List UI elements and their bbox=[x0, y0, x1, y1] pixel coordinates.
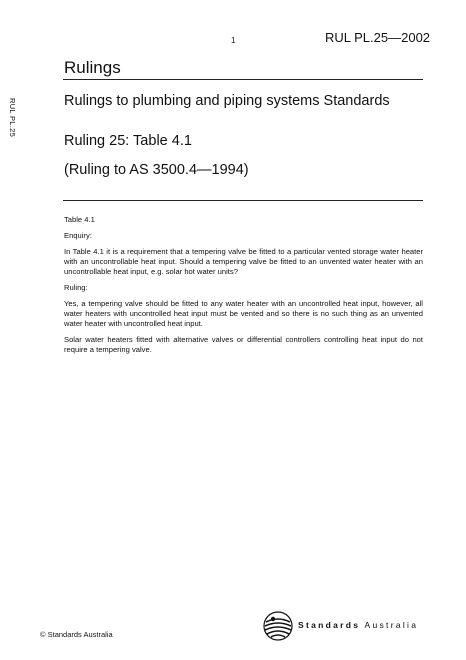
bottom-divider bbox=[63, 200, 423, 201]
document-subtitle: Rulings to plumbing and piping systems Standards bbox=[64, 93, 390, 109]
document-id: RUL PL.25—2002 bbox=[325, 30, 431, 45]
page-heading: Rulings bbox=[64, 58, 121, 77]
ruling-text-paragraph: Solar water heaters fitted with alternative valves or differential controllers controlling heat input do not require a tempering valve. bbox=[64, 335, 423, 354]
side-document-label: RUL PL.25 bbox=[8, 98, 17, 138]
ruling-label: Ruling: bbox=[64, 283, 88, 292]
logo-wordmark-light: Australia bbox=[364, 620, 419, 630]
ruling-reference: (Ruling to AS 3500.4—1994) bbox=[64, 162, 249, 178]
page-number: 1 bbox=[231, 36, 236, 45]
standards-australia-logo-icon bbox=[262, 610, 294, 642]
ruling-title: Ruling 25: Table 4.1 bbox=[64, 133, 192, 149]
table-label: Table 4.1 bbox=[64, 215, 95, 224]
logo-wordmark-bold: Standards bbox=[298, 620, 361, 630]
logo-wordmark bbox=[298, 620, 418, 630]
enquiry-text: In Table 4.1 it is a requirement that a tempering valve be fitted to a particular vented storage water heater with an uncontrollable heat input. Should a tempering valve be fitted to an unvented water heater with an uncontrollable heat input, e.g. solar hot water units? bbox=[64, 247, 423, 276]
standards-australia-logo bbox=[262, 610, 432, 642]
enquiry-label: Enquiry: bbox=[64, 231, 92, 240]
copyright-notice: © Standards Australia bbox=[40, 630, 113, 639]
ruling-text-paragraph: Yes, a tempering valve should be fitted to any water heater with an uncontrolled heat input, however, all water heaters with uncontrolled heat input must be vented and so there is no such thing as an unvented water heater with uncontrolled heat input. bbox=[64, 299, 423, 328]
top-divider bbox=[63, 79, 423, 80]
ruling-body bbox=[64, 215, 423, 361]
